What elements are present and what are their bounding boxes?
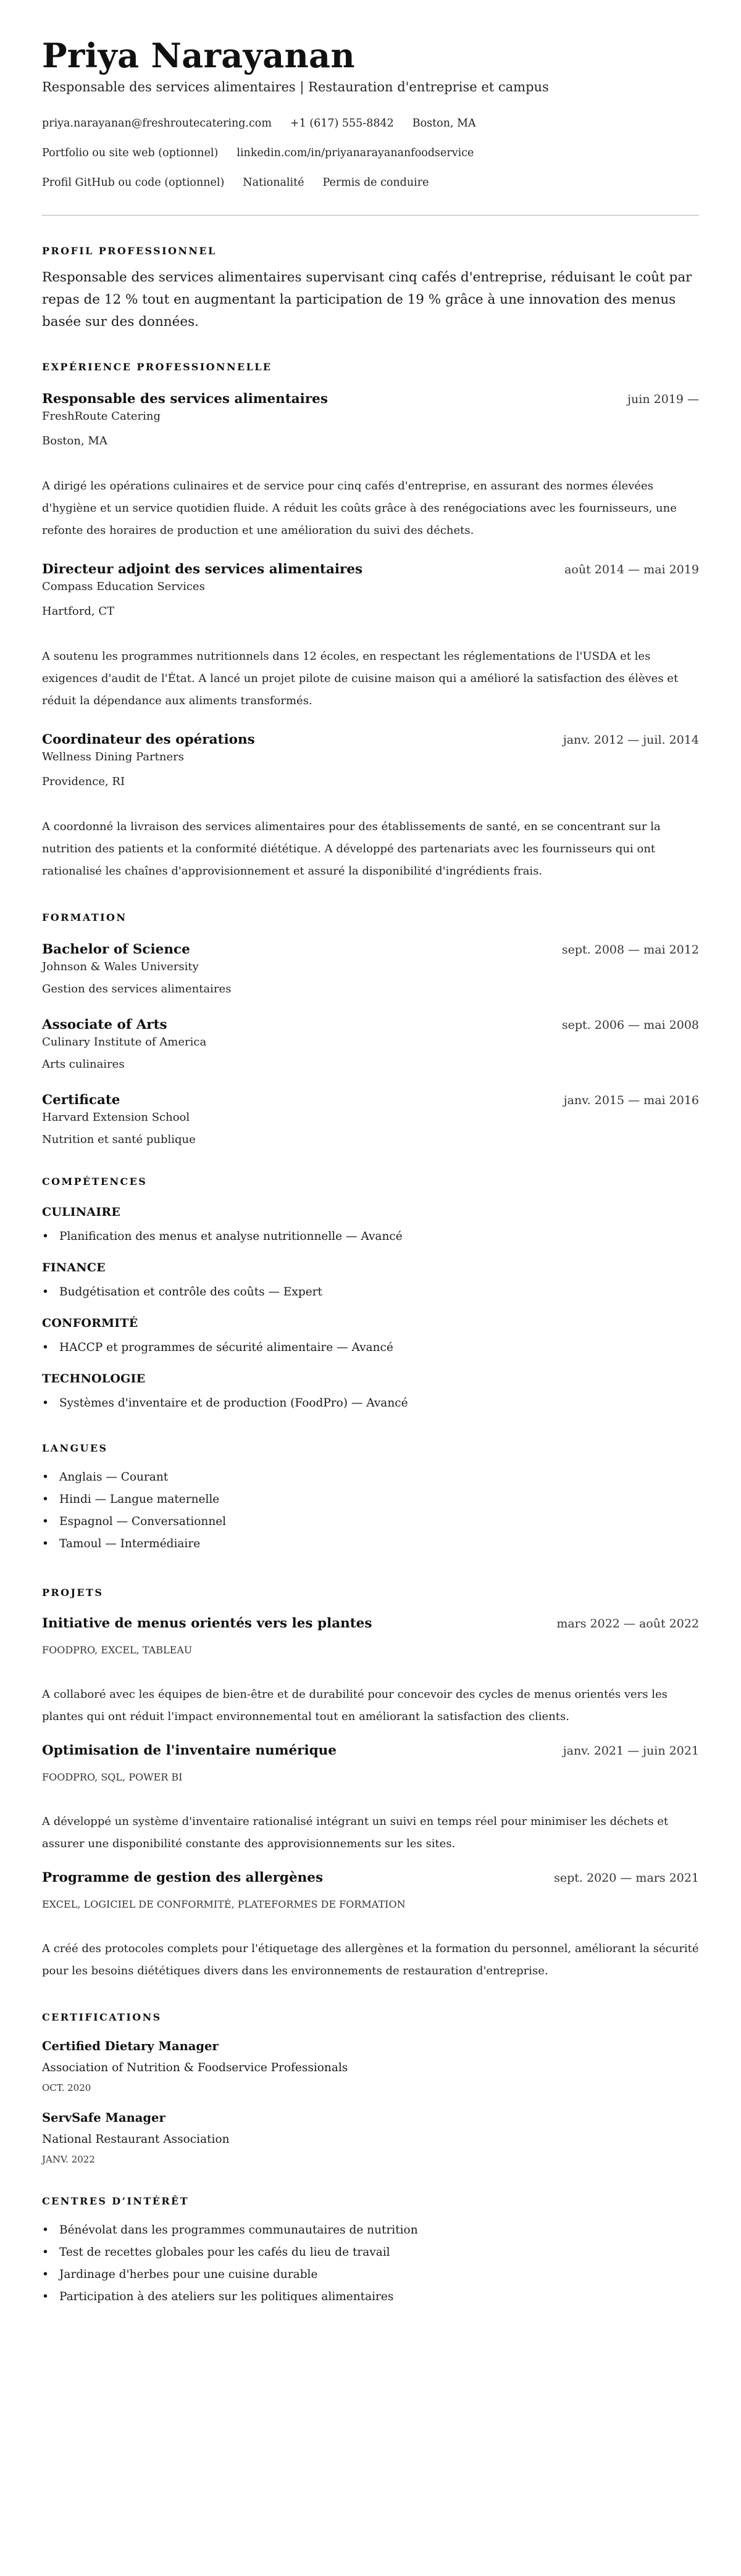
certification-item (42, 2109, 699, 2166)
skill-category (42, 1315, 699, 1359)
interest-item: • Test de recettes globales pour les cafés du lieu de travail (42, 2242, 699, 2264)
certification-issuer: National Restaurant Association (42, 2133, 230, 2146)
project-dates: sept. 2020 — mars 2021 (554, 1871, 699, 1885)
job-company: FreshRoute Catering (42, 410, 161, 423)
contact-portfolio[interactable]: Portfolio ou site web (optionnel) (42, 147, 219, 159)
job-title: Responsable des services alimentaires (42, 391, 328, 407)
job-description: A soutenu les programmes nutritionnels dans 12 écoles, en respectant les réglementations de l'USDA et les exigences d'audit de l'État. A lancé un projet pilote de cuisine maison qui a amélioré la satisfaction des élèves et réduit la dépendance aux aliments transformés. (42, 650, 679, 707)
experience-item (42, 560, 699, 712)
job-company: Compass Education Services (42, 580, 205, 593)
job-title: Directeur adjoint des services alimentaires (42, 562, 363, 577)
education-item (42, 941, 699, 997)
language-item: • Anglais — Courant (42, 1466, 699, 1489)
skill-item: • Budgétisation et contrôle des coûts — Expert (42, 1281, 699, 1303)
project-description: A développé un système d'inventaire rationalisé intégrant un suivi en temps réel pour minimiser les déchets et assurer une disponibilité constante des approvisionnements sur les sites. (42, 1815, 669, 1850)
project-description: A créé des protocoles complets pour l'étiquetage des allergènes et la formation du personnel, améliorant la sécurité pour les besoins diététiques divers dans les environnements de restauration d'entreprise. (42, 1942, 699, 1977)
project-name: Programme de gestion des allergènes (42, 1870, 324, 1885)
skill-category-name: TECHNOLOGIE (42, 1372, 146, 1386)
degree-title: Certificate (42, 1092, 120, 1108)
language-item: • Espagnol — Conversationnel (42, 1511, 699, 1533)
contact-row-primary (42, 116, 699, 131)
experience-item (42, 390, 699, 542)
degree-dates: janv. 2015 — mai 2016 (563, 1094, 699, 1107)
candidate-name: Priya Narayanan (42, 36, 355, 75)
project-tags: EXCEL, LOGICIEL DE CONFORMITÉ, PLATEFORMES DE FORMATION (42, 1898, 406, 1910)
experience-section (42, 360, 699, 883)
section-title-certifications: CERTIFICATIONS (42, 2011, 162, 2023)
project-item (42, 1614, 699, 1728)
job-description: A coordonné la livraison des services alimentaires pour des établissements de santé, en se concentrant sur la nutrition des patients et la conformité diététique. A développé des partenariats avec les fournisseurs qui ont rationalisé les chaînes d'approvisionnement et assuré la disponibilité d'ingrédients frais. (42, 820, 661, 878)
skill-category (42, 1370, 699, 1415)
job-title: Coordinateur des opérations (42, 732, 255, 747)
skill-category-name: CULINAIRE (42, 1205, 121, 1219)
contact-license: Permis de conduire (322, 177, 429, 189)
project-dates: mars 2022 — août 2022 (556, 1617, 699, 1631)
job-location: Boston, MA (42, 434, 107, 447)
school-name: Johnson & Wales University (42, 960, 199, 973)
language-item: • Tamoul — Intermédiaire (42, 1533, 699, 1555)
experience-item (42, 731, 699, 883)
resume-header (42, 35, 699, 216)
certification-name: ServSafe Manager (42, 2111, 165, 2125)
contact-phone[interactable]: +1 (617) 555-8842 (290, 117, 394, 130)
certification-item (42, 2038, 699, 2095)
certification-date: JANV. 2022 (42, 2154, 95, 2165)
job-dates: juin 2019 — (627, 393, 699, 406)
skill-category (42, 1259, 699, 1303)
skill-item: • HACCP et programmes de sécurité alimentaire — Avancé (42, 1337, 699, 1359)
degree-dates: sept. 2006 — mai 2008 (561, 1018, 699, 1032)
job-company: Wellness Dining Partners (42, 750, 184, 763)
project-name: Initiative de menus orientés vers les plantes (42, 1616, 372, 1631)
header-divider (42, 215, 699, 216)
certification-issuer: Association of Nutrition & Foodservice Professionals (42, 2061, 348, 2074)
education-section (42, 911, 699, 1148)
job-description: A dirigé les opérations culinaires et de service pour cinq cafés d'entreprise, en assurant des normes élevées d'hygiène et un service quotidien fluide. A réduit les coûts grâce à des renégociations avec les fournisseurs, une refonte des horaires de production et une amélioration du suivi des déchets. (42, 480, 677, 537)
profile-summary: Responsable des services alimentaires supervisant cinq cafés d'entreprise, réduisant le coût par repas de 12 % tout en augmentant la participation de 19 % grâce à une innovation des menus basée sur des données. (42, 270, 692, 330)
school-name: Culinary Institute of America (42, 1036, 207, 1049)
degree-title: Associate of Arts (42, 1017, 167, 1032)
degree-field: Arts culinaires (42, 1058, 125, 1071)
contact-location: Boston, MA (412, 117, 476, 130)
section-title-interests: CENTRES D’INTÉRÊT (42, 2195, 189, 2207)
project-description: A collaboré avec les équipes de bien-être et de durabilité pour concevoir des cycles de menus orientés vers les plantes qui ont réduit l'impact environnemental tout en améliorant la satisfaction des clients. (42, 1688, 668, 1723)
skill-item: • Systèmes d'inventaire et de production (FoodPro) — Avancé (42, 1392, 699, 1415)
contact-email[interactable]: priya.narayanan@freshroutecatering.com (42, 117, 272, 130)
language-item: • Hindi — Langue maternelle (42, 1489, 699, 1511)
job-location: Providence, RI (42, 775, 125, 788)
education-item (42, 1091, 699, 1148)
skill-category-name: FINANCE (42, 1261, 106, 1274)
education-item (42, 1016, 699, 1073)
job-location: Hartford, CT (42, 605, 115, 618)
project-item (42, 1869, 699, 1982)
project-item (42, 1742, 699, 1855)
candidate-headline: Responsable des services alimentaires | Restauration d'entreprise et campus (42, 80, 549, 94)
section-title-education: FORMATION (42, 912, 127, 923)
interests-section (42, 2195, 699, 2308)
languages-section (42, 1442, 699, 1555)
interest-item: • Bénévolat dans les programmes communautaires de nutrition (42, 2219, 699, 2242)
school-name: Harvard Extension School (42, 1111, 190, 1124)
section-title-projects: PROJETS (42, 1587, 104, 1598)
contact-nationality: Nationalité (243, 177, 304, 189)
section-title-experience: EXPÉRIENCE PROFESSIONNELLE (42, 361, 272, 373)
projects-section (42, 1586, 699, 1982)
contact-row-extra (42, 175, 699, 190)
certification-name: Certified Dietary Manager (42, 2039, 219, 2053)
job-dates: août 2014 — mai 2019 (564, 563, 699, 576)
project-tags: FOODPRO, SQL, POWER BI (42, 1771, 183, 1783)
contact-linkedin[interactable]: linkedin.com/in/priyanarayananfoodservice (237, 147, 474, 159)
contact-github[interactable]: Profil GitHub ou code (optionnel) (42, 177, 225, 189)
skill-category-name: CONFORMITÉ (42, 1316, 138, 1330)
interest-item: • Participation à des ateliers sur les politiques alimentaires (42, 2286, 699, 2308)
section-title-languages: LANGUES (42, 1442, 108, 1454)
profile-section (42, 244, 699, 333)
degree-title: Bachelor of Science (42, 942, 190, 957)
degree-dates: sept. 2008 — mai 2012 (561, 943, 699, 957)
degree-field: Gestion des services alimentaires (42, 983, 232, 995)
skills-section (42, 1175, 699, 1415)
project-tags: FOODPRO, EXCEL, TABLEAU (42, 1644, 193, 1656)
skill-item: • Planification des menus et analyse nutritionnelle — Avancé (42, 1226, 699, 1248)
job-dates: janv. 2012 — juil. 2014 (563, 733, 699, 747)
project-dates: janv. 2021 — juin 2021 (563, 1744, 699, 1758)
certification-date: OCT. 2020 (42, 2082, 91, 2093)
project-name: Optimisation de l'inventaire numérique (42, 1743, 337, 1758)
section-title-profile: PROFIL PROFESSIONNEL (42, 245, 217, 257)
interest-item: • Jardinage d'herbes pour une cuisine durable (42, 2264, 699, 2286)
contact-row-links (42, 146, 699, 160)
section-title-skills: COMPÉTENCES (42, 1176, 148, 1187)
certifications-section (42, 2011, 699, 2166)
skill-category (42, 1203, 699, 1248)
degree-field: Nutrition et santé publique (42, 1133, 196, 1146)
